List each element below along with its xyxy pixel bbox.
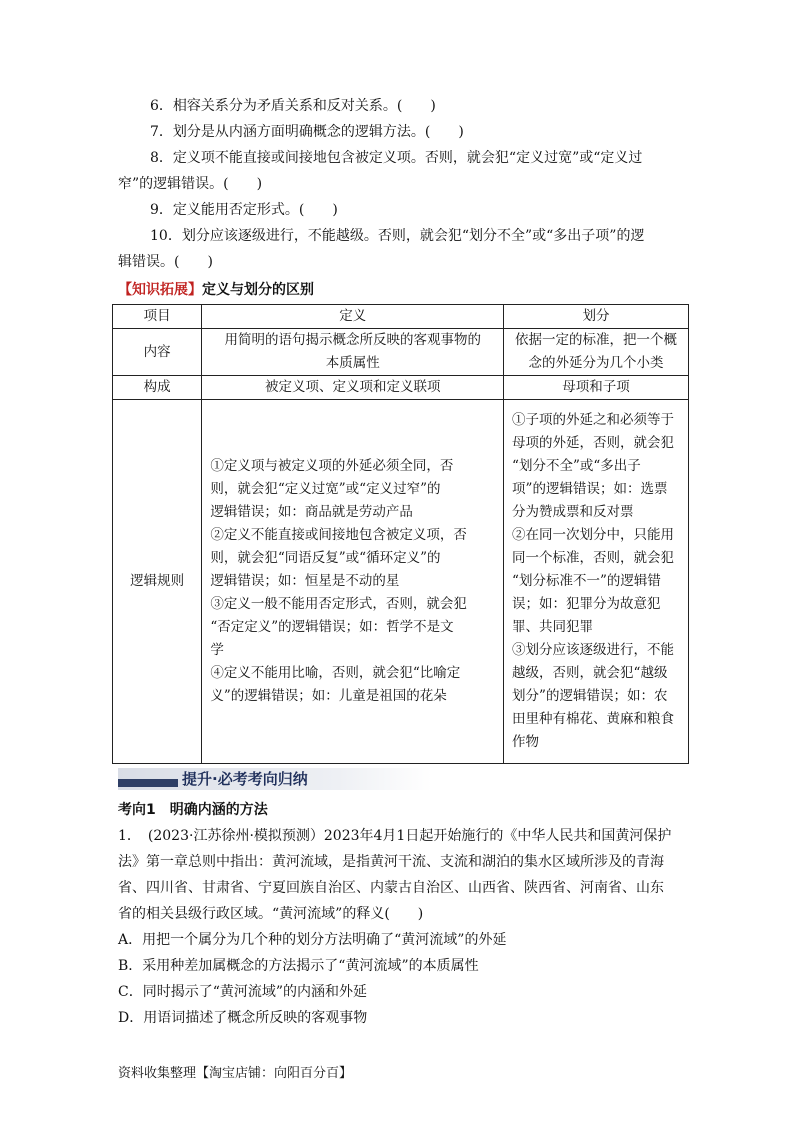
mcq-option-a[interactable]: A．用把一个属分为几个种的划分方法明确了“黄河流域”的外延	[118, 932, 507, 948]
header-item: 项目	[113, 305, 202, 329]
row-label-content: 内容	[113, 329, 202, 376]
mcq-option-b[interactable]: B．采用种差加属概念的方法揭示了“黄河流域”的本质属性	[118, 958, 479, 974]
table-row-form	[113, 376, 689, 400]
mcq-stem-line-2: 法》第一章总则中指出：黄河流域，是指黄河干流、支流和湖泊的集水区域所涉及的青海	[118, 854, 664, 870]
extension-tag: 【知识拓展】	[118, 282, 202, 298]
rules-division: ①子项的外延之和必须等于 母项的外延，否则，就会犯 “划分不全”或“多出子 项”的逻辑错误；如：选票 分为赞成票和反对票 ②在同一次划分中，只能用 同一个标准，否则，就会犯 “划分标准不一”的逻辑错 误；如：犯罪分为故意犯 罪、共同犯罪 ③划分应该逐级进行，不能 越级，否则，就会犯“越级 划分”的逻辑错误；如：农 田里种有棉花、黄麻和粮食 作物	[504, 400, 689, 764]
extension-title: 【知识拓展】定义与划分的区别	[118, 282, 314, 298]
question-10-cont: 辑错误。( )	[118, 254, 213, 270]
mcq-stem-line-3: 省、四川省、甘肃省、宁夏回族自治区、内蒙古自治区、山西省、陕西省、河南省、山东	[118, 880, 664, 896]
mcq-stem-line-1: 1． (2023·江苏徐州·模拟预测）2023年4月1日起开始施行的《中华人民共和国黄河保护	[118, 828, 672, 844]
question-6: 6．相容关系分为矛盾关系和反对关系。( )	[150, 98, 436, 114]
comparison-table	[112, 304, 689, 764]
row-label-form: 构成	[113, 376, 202, 400]
header-definition: 定义	[202, 305, 504, 329]
footer-source: 资料收集整理【淘宝店铺：向阳百分百】	[118, 1066, 353, 1081]
table-row-rules	[113, 400, 689, 764]
content-division: 依据一定的标准，把一个概 念的外延分为几个小类	[504, 329, 689, 376]
banner-bar	[118, 779, 178, 787]
mcq-option-c[interactable]: C．同时揭示了“黄河流域”的内涵和外延	[118, 984, 368, 1000]
mcq-option-d[interactable]: D．用语词描述了概念所反映的客观事物	[118, 1010, 368, 1026]
header-division: 划分	[504, 305, 689, 329]
question-7: 7．划分是从内涵方面明确概念的逻辑方法。( )	[150, 124, 464, 140]
table-header-row	[113, 305, 689, 329]
section-banner	[118, 768, 432, 790]
question-10: 10．划分应该逐级进行，不能越级。否则，就会犯“划分不全”或“多出子项”的逻	[150, 228, 645, 244]
banner-title: 提升·必考考向归纳	[182, 770, 308, 788]
content-definition: 用简明的语句揭示概念所反映的客观事物的 本质属性	[202, 329, 504, 376]
question-9: 9．定义能用否定形式。( )	[150, 202, 338, 218]
rules-definition: ①定义项与被定义项的外延必须全同，否 则，就会犯“定义过宽”或“定义过窄”的 逻辑错误；如：商品就是劳动产品 ②定义不能直接或间接地包含被定义项，否 则，就会犯“同语反复”或“循环定义”的 逻辑错误；如：恒星是不动的星 ③定义一般不能用否定形式，否则，就会犯 “否定定义”的逻辑错误；如：哲学不是文 学 ④定义不能用比喻，否则，就会犯“比喻定 义”的逻辑错误；如：儿童是祖国的花朵	[202, 400, 504, 764]
question-8-cont: 窄”的逻辑错误。( )	[118, 176, 263, 192]
table-row-content	[113, 329, 689, 376]
row-label-rules: 逻辑规则	[113, 400, 202, 764]
form-definition: 被定义项、定义项和定义联项	[202, 376, 504, 400]
mcq-stem-line-4: 省的相关县级行政区域。“黄河流域”的释义( )	[118, 906, 424, 922]
direction-heading: 考向1 明确内涵的方法	[118, 802, 268, 818]
form-division: 母项和子项	[504, 376, 689, 400]
question-8: 8．定义项不能直接或间接地包含被定义项。否则，就会犯“定义过宽”或“定义过	[150, 150, 643, 166]
